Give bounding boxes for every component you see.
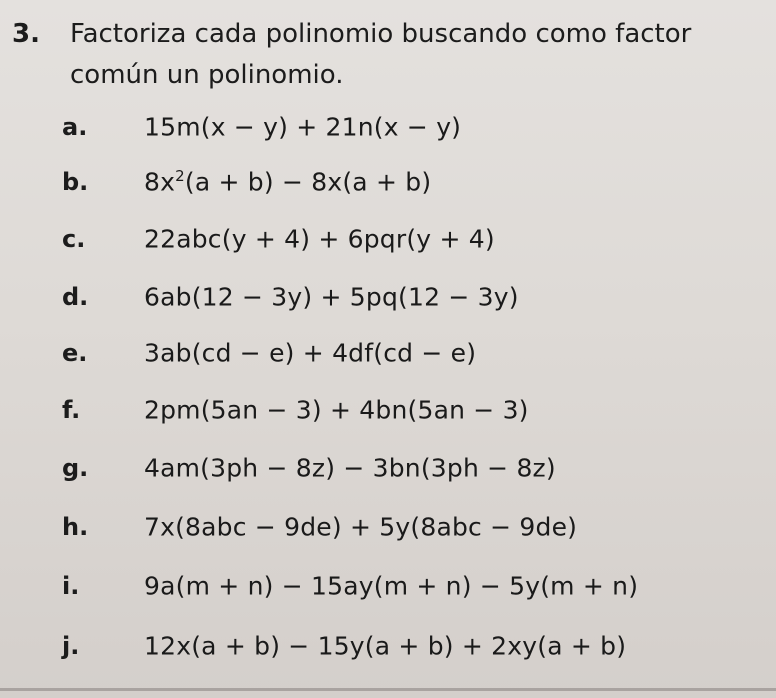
page-edge-shadow (0, 688, 776, 691)
item-expression: 7x(8abc − 9de) + 5y(8abc − 9de) (144, 512, 578, 542)
item-letter: g. (62, 454, 89, 483)
item-expression: 22abc(y + 4) + 6pqr(y + 4) (144, 224, 495, 254)
item-letter: b. (62, 168, 89, 197)
item-expression: 2pm(5an − 3) + 4bn(5an − 3) (144, 395, 529, 425)
exercise-item-d (62, 282, 519, 311)
exercise-item-g (62, 453, 556, 482)
exercise-item-b (62, 167, 431, 196)
item-expression: 6ab(12 − 3y) + 5pq(12 − 3y) (144, 282, 519, 312)
exercise-item-a (62, 112, 461, 141)
exercise-instruction: Factoriza cada polinomio buscando como factor común un polinomio. (70, 19, 692, 90)
exercise-3 (12, 14, 772, 96)
item-expression: 3ab(cd − e) + 4df(cd − e) (144, 338, 477, 368)
exercise-item-f (62, 395, 529, 424)
exercise-item-h (62, 512, 577, 541)
bleed-through-text (470, 140, 477, 165)
exercise-item-e (62, 338, 476, 367)
exercise-header (12, 14, 772, 96)
item-expression: 9a(m + n) − 15ay(m + n) − 5y(m + n) (144, 571, 639, 601)
item-expression: 12x(a + b) − 15y(a + b) + 2xy(a + b) (144, 631, 627, 661)
item-letter: f. (62, 396, 81, 425)
item-letter: j. (62, 632, 80, 661)
item-letter: a. (62, 113, 88, 142)
item-expression: 15m(x − y) + 21n(x − y) (144, 112, 462, 142)
item-letter: c. (62, 225, 86, 254)
item-expression: $8x^2(a + b) - 8x(a + b)$ (144, 167, 432, 197)
item-letter: d. (62, 283, 89, 312)
exercise-item-c (62, 224, 495, 253)
item-letter: h. (62, 513, 89, 542)
exercise-item-j (62, 631, 626, 660)
item-letter: e. (62, 339, 88, 368)
item-letter: i. (62, 572, 80, 601)
exercise-number: 3. (12, 19, 40, 49)
item-expression: 4am(3ph − 8z) − 3bn(3ph − 8z) (144, 453, 556, 483)
exercise-item-i (62, 571, 638, 600)
